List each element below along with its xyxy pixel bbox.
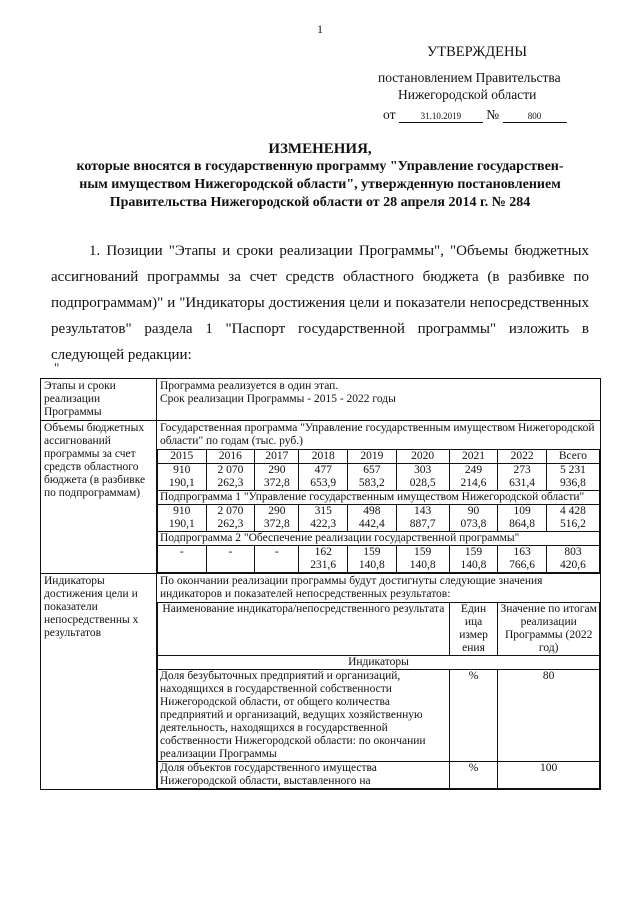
budget-cell	[206, 505, 255, 532]
budget-cell	[348, 546, 397, 573]
budget-cell-line-1: 477	[314, 464, 332, 476]
budget-cell-line-1: 90	[467, 505, 480, 517]
budget-cell-line-2: 214,6	[460, 477, 487, 489]
budget-cell-line-2: 028,5	[409, 477, 436, 489]
budget-cell-line-2: 516,2	[560, 518, 586, 530]
passport-table	[40, 378, 601, 790]
row-label-budget: Объемы бюджетных ассигнований программы за счет средств областного бюджета (в разбивке по подпрограммам)	[41, 421, 157, 574]
budget-cell: 2015	[158, 450, 207, 464]
indicators-table	[157, 602, 600, 789]
budget-cell-line-2: 372,8	[263, 518, 290, 530]
budget-cell-line-1: 657	[363, 464, 381, 476]
subprogram-2-row	[158, 546, 600, 573]
budget-cell: 2022	[498, 450, 547, 464]
budget-cell-line-1: 159	[464, 546, 483, 558]
budget-cell-line-2: 262,3	[217, 477, 244, 489]
indicator-2-unit: %	[449, 762, 498, 789]
from-label: от	[383, 107, 396, 122]
budget-cell-line-2: 073,8	[460, 518, 487, 530]
budget-cell: 2019	[348, 450, 397, 464]
budget-cell	[546, 505, 599, 532]
budget-cell-line-2: 140,8	[358, 559, 385, 571]
budget-cell	[299, 464, 348, 491]
budget-cell-line-1: 498	[363, 505, 381, 517]
budget-cell-line-2: 262,3	[217, 518, 244, 530]
budget-cell-line-1: 315	[314, 505, 332, 517]
budget-cell-line-1: -	[179, 546, 184, 558]
budget-cell-line-2: 653,9	[310, 477, 337, 489]
row-content-stages	[157, 379, 601, 421]
table-row	[158, 762, 600, 789]
subprogram-1-row	[158, 505, 600, 532]
table-row	[41, 574, 601, 790]
budget-cell-line-1: 910	[173, 464, 191, 476]
indicator-1-name: Доля безубыточных предприятий и организаций, находящихся в государственной собственности Нижегородской области, от общего количества предприятий и организаций, ведущих хозяйственную деятельность, находящихся в государственной собственности Нижегородской области: по окончании реализации Программы	[158, 670, 450, 762]
title-line-3: ным имуществом Нижегородской области", утвержденную постановлением	[79, 177, 561, 192]
row-content-indicators	[157, 574, 601, 790]
budget-cell-line-1: 803	[564, 546, 582, 558]
budget-cell-line-1: 159	[363, 546, 381, 558]
budget-cell-line-2: 140,8	[460, 559, 487, 571]
budget-cell: 2020	[396, 450, 449, 464]
table-row	[158, 491, 600, 505]
budget-cell-line-1: 4 428	[560, 505, 586, 517]
budget-cell	[546, 546, 599, 573]
row-label-indicators: Индикаторы достижения цели и показатели непосредственны х результатов	[41, 574, 157, 790]
budget-cell-line-2: 766,6	[509, 559, 535, 571]
budget-cell	[498, 464, 547, 491]
stages-line-2: Срок реализации Программы - 2015 - 2022 годы	[160, 393, 396, 405]
subprogram-1-title: Подпрограмма 1 "Управление государственным имуществом Нижегородской области"	[158, 491, 600, 505]
budget-cell	[396, 464, 449, 491]
budget-cell	[396, 505, 449, 532]
budget-cell-line-1: 910	[173, 505, 191, 517]
budget-cell-line-2: 372,8	[263, 477, 290, 489]
budget-cell	[206, 464, 255, 491]
budget-cell-line-2: 140,8	[409, 559, 436, 571]
budget-cell: 2018	[299, 450, 348, 464]
budget-cell-line-1: -	[228, 546, 233, 558]
approval-heading: УТВЕРЖДЕНЫ	[427, 44, 528, 60]
col-header-name: Наименование индикатора/непосредственного результата	[158, 603, 450, 656]
budget-cell-line-1: 249	[464, 464, 483, 476]
budget-cell-line-2: 190,1	[168, 518, 195, 530]
budget-cell	[158, 464, 207, 491]
opening-quote: "	[54, 360, 60, 375]
budget-cell-line-1: 290	[268, 464, 286, 476]
budget-cell	[449, 464, 498, 491]
number-sign: №	[486, 107, 500, 122]
paragraph-text: 1. Позиции "Этапы и сроки реализации Программы", "Объемы бюджетных ассигнований программы за счет средств областного бюджета (в разбивке по подпрограммам)" и "Индикаторы достижения цели и показатели непосредственных результатов" раздела 1 "Паспорт государственной программы" изложить в следующей редакции:	[51, 243, 589, 363]
budget-cell	[299, 505, 348, 532]
section-indicators: Индикаторы	[158, 656, 600, 670]
budget-cell-line-1: 303	[414, 464, 432, 476]
budget-cell	[255, 505, 299, 532]
budget-cell-line-2: 864,8	[509, 518, 535, 530]
budget-cell-line-1: 273	[513, 464, 531, 476]
budget-cell-line-2: 190,1	[168, 477, 195, 489]
stages-line-1: Программа реализуется в один этап.	[160, 380, 339, 392]
budget-cell-line-1: 163	[513, 546, 531, 558]
budget-cell	[449, 546, 498, 573]
budget-cell: Всего	[546, 450, 599, 464]
title-line-1: ИЗМЕНЕНИЯ,	[268, 141, 372, 157]
budget-cell-line-1: -	[274, 546, 279, 558]
indicator-2-name: Доля объектов государственного имущества Нижегородской области, выставленного на	[158, 762, 450, 789]
budget-cell: 2016	[206, 450, 255, 464]
budget-cell-line-1: 159	[414, 546, 432, 558]
table-row	[158, 603, 600, 656]
indicator-2-value: 100	[498, 762, 600, 789]
document-title	[40, 140, 600, 212]
budget-cell	[348, 464, 397, 491]
row-label-stages: Этапы и сроки реализации Программы	[41, 379, 157, 421]
budget-cell	[299, 546, 348, 573]
budget-heading: Государственная программа "Управление государственным имуществом Нижегородской области" по годам (тыс. руб.)	[160, 422, 595, 447]
table-row	[41, 421, 601, 574]
decree-number: 800	[503, 110, 567, 123]
col-header-value: Значение по итогам реализации Программы (2022 год)	[498, 603, 600, 656]
table-row	[158, 656, 600, 670]
budget-cell-line-1: 290	[268, 505, 286, 517]
table-row	[41, 379, 601, 421]
budget-table	[157, 449, 600, 573]
budget-cell-line-2: 936,8	[560, 477, 586, 489]
budget-cell-line-2: 422,3	[310, 518, 337, 530]
budget-cell-line-2: 442,4	[358, 518, 385, 530]
subprogram-2-title: Подпрограмма 2 "Обеспечение реализации государственной программы"	[158, 532, 600, 546]
total-budget-row	[158, 464, 600, 491]
page-number: 1	[317, 22, 323, 36]
budget-cell-line-2: 631,4	[509, 477, 535, 489]
budget-cell	[158, 546, 207, 573]
table-row	[158, 670, 600, 762]
budget-cell-line-1: 2 070	[217, 505, 244, 517]
budget-cell	[255, 546, 299, 573]
budget-cell-line-2: 887,7	[409, 518, 436, 530]
budget-cell	[498, 546, 547, 573]
budget-cell-line-2: 583,2	[358, 477, 385, 489]
title-line-2: которые вносятся в государственную программу "Управление государствен-	[76, 159, 564, 174]
budget-cell	[348, 505, 397, 532]
budget-cell-line-1: 143	[414, 505, 432, 517]
decree-date: 31.10.2019	[399, 110, 483, 123]
title-line-4: Правительства Нижегородской области от 28 апреля 2014 г. № 284	[109, 195, 531, 210]
budget-cell	[546, 464, 599, 491]
indicator-1-unit: %	[449, 670, 498, 762]
budget-cell-line-1: 5 231	[560, 464, 586, 476]
budget-cell: 2021	[449, 450, 498, 464]
body-paragraph	[51, 238, 589, 368]
budget-cell-line-2: 231,6	[310, 559, 337, 571]
budget-cell	[158, 505, 207, 532]
budget-cell-line-1: 2 070	[217, 464, 244, 476]
budget-cell-line-2: 420,6	[560, 559, 586, 571]
budget-cell-line-1: 109	[513, 505, 531, 517]
indicator-1-value: 80	[498, 670, 600, 762]
budget-cell	[498, 505, 547, 532]
budget-cell	[206, 546, 255, 573]
budget-cell	[449, 505, 498, 532]
col-header-unit: Един ица измер ения	[449, 603, 498, 656]
budget-cell: 2017	[255, 450, 299, 464]
table-row	[158, 532, 600, 546]
approval-date-number	[383, 107, 567, 123]
budget-cell	[255, 464, 299, 491]
indicators-intro: По окончании реализации программы будут достигнуты следующие значения индикаторов и показателей непосредственных результатов:	[160, 575, 543, 600]
budget-cell-line-1: 162	[314, 546, 332, 558]
approval-line-1: постановлением Правительства	[378, 70, 561, 85]
years-row	[158, 450, 600, 464]
approval-line-2: Нижегородской области	[398, 87, 537, 102]
row-content-budget	[157, 421, 601, 574]
budget-cell	[396, 546, 449, 573]
